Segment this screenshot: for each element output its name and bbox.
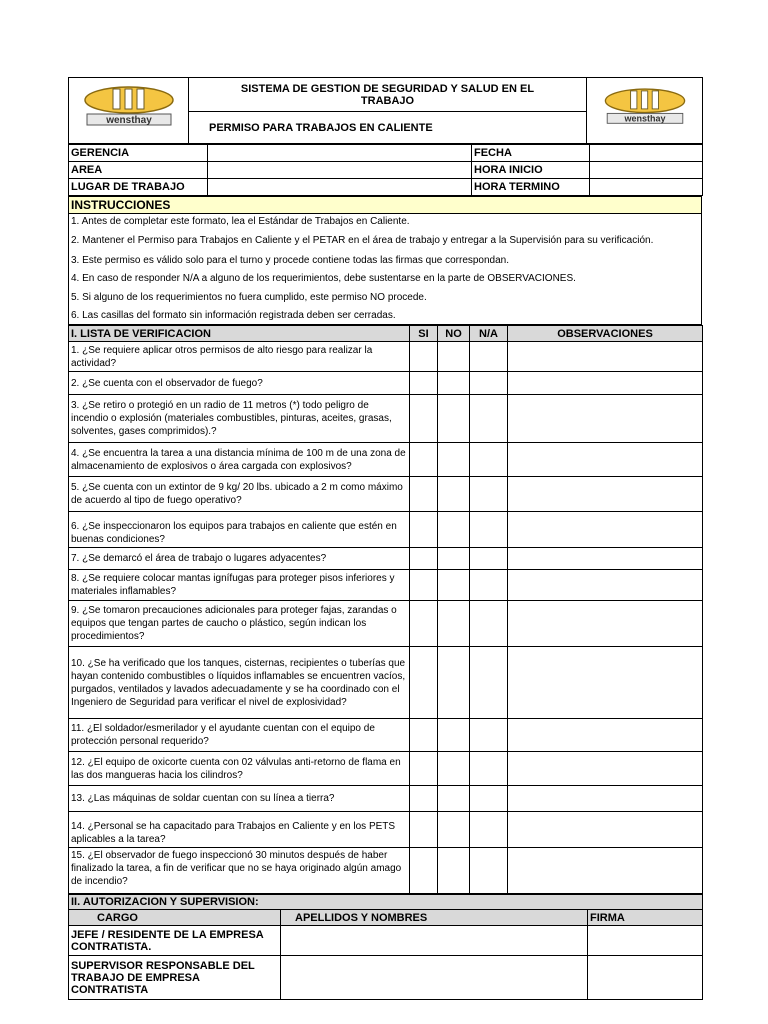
checklist-row xyxy=(69,443,703,477)
observations-field[interactable] xyxy=(508,601,703,647)
hora-inicio-label: HORA INICIO xyxy=(472,162,590,179)
checklist-question: 11. ¿El soldador/esmerilador y el ayudante cuentan con el equipo de protección personal requerido? xyxy=(69,719,410,752)
instruction-item: 2. Mantener el Permiso para Trabajos en Caliente y el PETAR en el área de trabajo y entregar a la Supervisión para su verificación. xyxy=(71,235,654,246)
form-system-title: SISTEMA DE GESTION DE SEGURIDAD Y SALUD EN EL TRABAJO xyxy=(189,78,587,112)
firma-field[interactable] xyxy=(588,956,703,1000)
observations-field[interactable] xyxy=(508,848,703,894)
checklist-row xyxy=(69,395,703,443)
si-checkbox[interactable] xyxy=(410,372,438,395)
observations-field[interactable] xyxy=(508,719,703,752)
info-section xyxy=(68,144,703,196)
checklist-row xyxy=(69,786,703,812)
na-checkbox[interactable] xyxy=(470,342,508,372)
authorization-heading: II. AUTORIZACION Y SUPERVISION: xyxy=(69,895,703,910)
si-checkbox[interactable] xyxy=(410,342,438,372)
na-checkbox[interactable] xyxy=(470,512,508,548)
checklist-row xyxy=(69,647,703,719)
observations-field[interactable] xyxy=(508,570,703,601)
observations-field[interactable] xyxy=(508,786,703,812)
checklist-question: 1. ¿Se requiere aplicar otros permisos de alto riesgo para realizar la actividad? xyxy=(69,342,410,372)
form-header xyxy=(68,77,703,144)
observations-field[interactable] xyxy=(508,812,703,848)
no-checkbox[interactable] xyxy=(438,647,470,719)
cargo-label: SUPERVISOR RESPONSABLE DEL TRABAJO DE EMPRESA CONTRATISTA xyxy=(69,956,281,1000)
si-checkbox[interactable] xyxy=(410,570,438,601)
col-na-header: N/A xyxy=(470,326,508,342)
no-checkbox[interactable] xyxy=(438,372,470,395)
checklist-question: 8. ¿Se requiere colocar mantas ignífugas para proteger pisos inferiores y materiales inflamables? xyxy=(69,570,410,601)
no-checkbox[interactable] xyxy=(438,752,470,786)
na-checkbox[interactable] xyxy=(470,752,508,786)
na-checkbox[interactable] xyxy=(470,786,508,812)
cargo-label: JEFE / RESIDENTE DE LA EMPRESA CONTRATISTA. xyxy=(69,926,281,956)
si-checkbox[interactable] xyxy=(410,812,438,848)
si-checkbox[interactable] xyxy=(410,477,438,512)
instruction-item: 6. Las casillas del formato sin información registrada deben ser cerradas. xyxy=(71,310,396,321)
area-field[interactable] xyxy=(208,162,472,179)
checklist-row xyxy=(69,342,703,372)
checklist-row xyxy=(69,512,703,548)
checklist-row xyxy=(69,548,703,570)
observations-field[interactable] xyxy=(508,752,703,786)
instructions-section xyxy=(68,196,702,325)
checklist-question: 14. ¿Personal se ha capacitado para Trabajos en Caliente y en los PETS aplicables a la tarea? xyxy=(69,812,410,848)
authorization-row xyxy=(69,956,703,1000)
no-checkbox[interactable] xyxy=(438,786,470,812)
checklist-question: 7. ¿Se demarcó el área de trabajo o lugares adyacentes? xyxy=(69,548,410,570)
col-no-header: NO xyxy=(438,326,470,342)
observations-field[interactable] xyxy=(508,443,703,477)
checklist-heading: I. LISTA DE VERIFICACION xyxy=(69,326,410,342)
company-logo-right xyxy=(587,78,703,144)
nombres-field[interactable] xyxy=(281,926,588,956)
checklist-question: 13. ¿Las máquinas de soldar cuentan con su línea a tierra? xyxy=(69,786,410,812)
checklist-question: 10. ¿Se ha verificado que los tanques, cisternas, recipientes o tuberías que hayan contenido combustibles o líquidos inflamables se encuentren vacíos, purgados, ventilados y lavados adecuadamente y se ha coordinado con el Ingeniero de Seguridad para verificar el nivel de explosividad? xyxy=(69,647,410,719)
na-checkbox[interactable] xyxy=(470,601,508,647)
instructions-list xyxy=(69,214,702,325)
no-checkbox[interactable] xyxy=(438,512,470,548)
si-checkbox[interactable] xyxy=(410,443,438,477)
checklist-row xyxy=(69,752,703,786)
checklist-question: 3. ¿Se retiro o protegió en un radio de 11 metros (*) todo peligro de incendio o explosión (materiales combustibles, pinturas, aceites, grasas, solventes, gases comprimidos).? xyxy=(69,395,410,443)
checklist-row xyxy=(69,601,703,647)
hora-inicio-field[interactable] xyxy=(590,162,703,179)
form-subtitle: PERMISO PARA TRABAJOS EN CALIENTE xyxy=(189,112,587,144)
checklist-question: 12. ¿El equipo de oxicorte cuenta con 02 válvulas anti-retorno de flama en las dos mangueras hacia los cilindros? xyxy=(69,752,410,786)
si-checkbox[interactable] xyxy=(410,395,438,443)
na-checkbox[interactable] xyxy=(470,443,508,477)
checklist-question: 6. ¿Se inspeccionaron los equipos para trabajos en caliente que estén en buenas condiciones? xyxy=(69,512,410,548)
si-checkbox[interactable] xyxy=(410,548,438,570)
na-checkbox[interactable] xyxy=(470,548,508,570)
si-checkbox[interactable] xyxy=(410,719,438,752)
no-checkbox[interactable] xyxy=(438,719,470,752)
checklist-row xyxy=(69,570,703,601)
authorization-row xyxy=(69,926,703,956)
no-checkbox[interactable] xyxy=(438,812,470,848)
checklist-row xyxy=(69,848,703,894)
firma-field[interactable] xyxy=(588,926,703,956)
si-checkbox[interactable] xyxy=(410,752,438,786)
no-checkbox[interactable] xyxy=(438,395,470,443)
instruction-item: 1. Antes de completar este formato, lea el Estándar de Trabajos en Caliente. xyxy=(71,216,410,227)
lugar-label: LUGAR DE TRABAJO xyxy=(69,179,208,196)
na-checkbox[interactable] xyxy=(470,848,508,894)
si-checkbox[interactable] xyxy=(410,848,438,894)
si-checkbox[interactable] xyxy=(410,512,438,548)
observations-field[interactable] xyxy=(508,647,703,719)
checklist-question: 4. ¿Se encuentra la tarea a una distancia mínima de 100 m de una zona de almacenamiento de explosivos o área cargada con explosivos? xyxy=(69,443,410,477)
no-checkbox[interactable] xyxy=(438,342,470,372)
checklist-question: 15. ¿El observador de fuego inspeccionó 30 minutos después de haber finalizado la tarea, a fin de verificar que no se haya originado algún amago de incendio? xyxy=(69,848,410,894)
no-checkbox[interactable] xyxy=(438,570,470,601)
col-si-header: SI xyxy=(410,326,438,342)
no-checkbox[interactable] xyxy=(438,443,470,477)
si-checkbox[interactable] xyxy=(410,786,438,812)
observations-field[interactable] xyxy=(508,372,703,395)
checklist-row xyxy=(69,372,703,395)
instruction-item: 3. Este permiso es válido solo para el turno y procede contiene todas las firmas que correspondan. xyxy=(71,255,510,266)
area-label: AREA xyxy=(69,162,208,179)
observations-field[interactable] xyxy=(508,477,703,512)
observations-field[interactable] xyxy=(508,342,703,372)
no-checkbox[interactable] xyxy=(438,477,470,512)
no-checkbox[interactable] xyxy=(438,601,470,647)
observations-field[interactable] xyxy=(508,395,703,443)
fecha-field[interactable] xyxy=(590,145,703,162)
na-checkbox[interactable] xyxy=(470,372,508,395)
no-checkbox[interactable] xyxy=(438,548,470,570)
company-logo-icon xyxy=(600,81,690,135)
nombres-field[interactable] xyxy=(281,956,588,1000)
checklist-section xyxy=(68,325,703,894)
checklist-row xyxy=(69,719,703,752)
svg-text:wensthay: wensthay xyxy=(623,113,666,124)
na-checkbox[interactable] xyxy=(470,647,508,719)
col-cargo-header: CARGO xyxy=(69,910,281,926)
hot-work-permit-form xyxy=(68,77,702,1000)
checklist-question: 5. ¿Se cuenta con un extintor de 9 kg/ 20 lbs. ubicado a 2 m como máximo de acuerdo al tipo de fuego operativo? xyxy=(69,477,410,512)
na-checkbox[interactable] xyxy=(470,719,508,752)
gerencia-label: GERENCIA xyxy=(69,145,208,162)
checklist-question: 9. ¿Se tomaron precauciones adicionales para proteger fajas, zarandas o equipos que tengan partes de caucho o plástico, según indican los procedimientos? xyxy=(69,601,410,647)
checklist-question: 2. ¿Se cuenta con el observador de fuego? xyxy=(69,372,410,395)
col-obs-header: OBSERVACIONES xyxy=(508,326,703,342)
no-checkbox[interactable] xyxy=(438,848,470,894)
authorization-section xyxy=(68,894,703,1000)
instruction-item: 5. Si alguno de los requerimientos no fuera cumplido, este permiso NO procede. xyxy=(71,292,427,303)
gerencia-field[interactable] xyxy=(208,145,472,162)
na-checkbox[interactable] xyxy=(470,570,508,601)
si-checkbox[interactable] xyxy=(410,601,438,647)
instructions-heading: INSTRUCCIONES xyxy=(69,197,702,214)
col-firma-header: FIRMA xyxy=(588,910,703,926)
hora-termino-field[interactable] xyxy=(590,179,703,196)
na-checkbox[interactable] xyxy=(470,477,508,512)
lugar-field[interactable] xyxy=(208,179,472,196)
checklist-row xyxy=(69,812,703,848)
company-logo-left xyxy=(69,78,189,144)
fecha-label: FECHA xyxy=(472,145,590,162)
company-logo-icon xyxy=(79,78,179,138)
observations-field[interactable] xyxy=(508,512,703,548)
hora-termino-label: HORA TERMINO xyxy=(472,179,590,196)
na-checkbox[interactable] xyxy=(470,395,508,443)
observations-field[interactable] xyxy=(508,548,703,570)
instruction-item: 4. En caso de responder N/A a alguno de los requerimientos, debe sustentarse en la parte de OBSERVACIONES. xyxy=(71,273,576,284)
si-checkbox[interactable] xyxy=(410,647,438,719)
na-checkbox[interactable] xyxy=(470,812,508,848)
svg-text:wensthay: wensthay xyxy=(105,115,152,126)
col-nombres-header: APELLIDOS Y NOMBRES xyxy=(281,910,588,926)
checklist-row xyxy=(69,477,703,512)
